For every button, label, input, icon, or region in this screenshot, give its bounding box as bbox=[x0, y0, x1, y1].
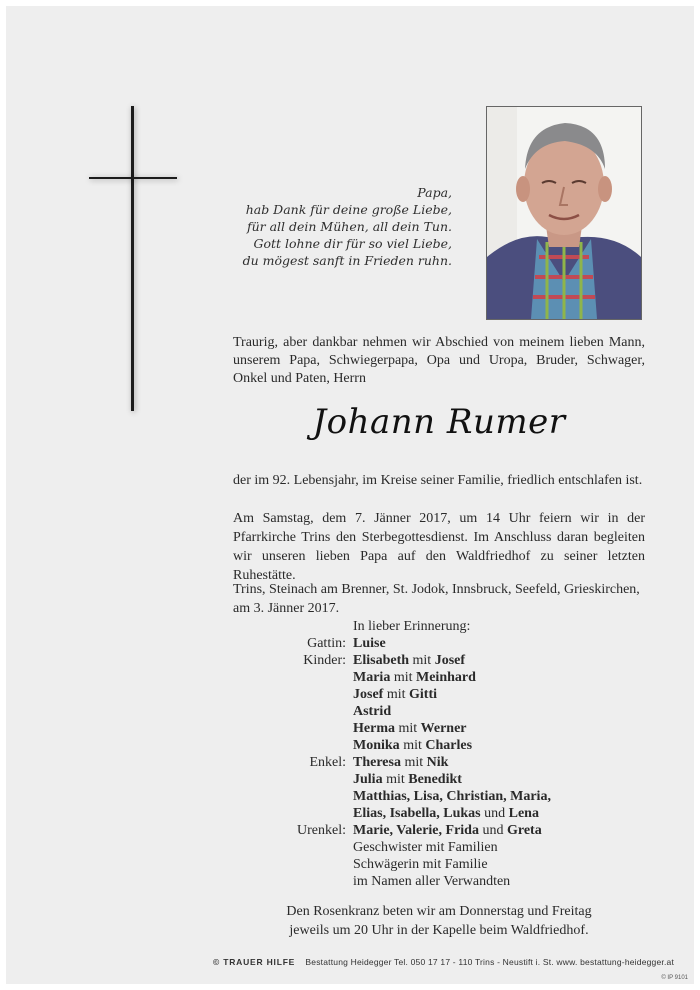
family-connector: Geschwister mit Familien bbox=[353, 840, 498, 855]
family-members bbox=[353, 822, 645, 839]
family-member-name: Lena bbox=[508, 806, 539, 821]
family-connector: mit bbox=[399, 738, 426, 753]
family-member-name: Luise bbox=[353, 636, 386, 651]
family-member-name: Herma bbox=[353, 721, 395, 736]
family-row bbox=[233, 703, 645, 720]
poem-line: Papa, bbox=[417, 185, 452, 200]
family-members bbox=[353, 652, 645, 669]
family-row bbox=[233, 754, 645, 771]
family-connector: mit bbox=[400, 755, 427, 770]
family-role bbox=[233, 805, 353, 822]
family-role bbox=[233, 737, 353, 754]
family-members bbox=[353, 805, 645, 822]
family-role bbox=[233, 788, 353, 805]
family-role: Gattin: bbox=[307, 636, 346, 651]
family-role bbox=[233, 839, 353, 856]
poem bbox=[242, 184, 452, 269]
footer bbox=[213, 956, 675, 968]
intro-text: Traurig, aber dankbar nehmen wir Abschied von meinem lieben Mann, unserem Papa, Schwiegerpapa, Opa und Uropa, Bruder, Schwager, Onkel und Paten, Herrn bbox=[233, 335, 645, 386]
family-role bbox=[233, 720, 353, 737]
family-connector: mit bbox=[394, 721, 421, 736]
poem-line: hab Dank für deine große Liebe, bbox=[245, 202, 452, 217]
family-connector: und bbox=[480, 806, 509, 821]
family-member-name: Charles bbox=[425, 738, 473, 753]
family-members bbox=[353, 839, 645, 856]
family-member-name: Gitti bbox=[409, 687, 437, 702]
passing-text: der im 92. Lebensjahr, im Kreise seiner Familie, friedlich entschlafen ist. bbox=[233, 473, 643, 488]
family-member-name: Josef bbox=[434, 653, 466, 668]
family-member-name: Matthias, Lisa, Christian, Maria, bbox=[353, 789, 551, 804]
rosary-line: Den Rosenkranz beten wir am Donnerstag und Freitag bbox=[286, 904, 592, 919]
family-connector: mit bbox=[409, 653, 435, 668]
places-date: Trins, Steinach am Brenner, St. Jodok, Innsbruck, Seefeld, Grieskirchen, am 3. Jänner 2017. bbox=[233, 582, 640, 616]
family-member-name: Julia bbox=[353, 772, 383, 787]
family-row bbox=[233, 856, 645, 873]
family-row bbox=[233, 771, 645, 788]
family-member-name: Elias, Isabella, Lukas bbox=[353, 806, 481, 821]
family-list bbox=[233, 618, 645, 890]
family-member-name: Elisabeth bbox=[353, 653, 410, 668]
portrait-photo bbox=[486, 106, 642, 320]
family-members bbox=[353, 635, 645, 652]
family-members bbox=[353, 771, 645, 788]
trauerhilfe-logo: © TRAUER HILFE bbox=[213, 957, 296, 967]
family-members bbox=[353, 856, 645, 873]
poem-line: Gott lohne dir für so viel Liebe, bbox=[253, 236, 452, 251]
family-role bbox=[233, 686, 353, 703]
family-members bbox=[353, 873, 645, 890]
footer-contact: Bestattung Heidegger Tel. 050 17 17 - 110 Trins - Neustift i. St. www. bestattung-heidegger.at bbox=[305, 957, 675, 967]
family-members bbox=[353, 669, 645, 686]
cross-icon-horizontal bbox=[89, 177, 177, 179]
family-member-name: Meinhard bbox=[416, 670, 476, 685]
family-connector: Schwägerin mit Familie bbox=[353, 857, 488, 872]
family-role bbox=[233, 703, 353, 720]
family-role: Kinder: bbox=[303, 653, 346, 668]
print-code: © IP 9101 bbox=[661, 975, 688, 981]
family-role bbox=[233, 873, 353, 890]
family-connector: mit bbox=[382, 772, 409, 787]
family-members bbox=[353, 703, 645, 720]
family-member-name: Josef bbox=[353, 687, 384, 702]
family-row bbox=[233, 788, 645, 805]
family-member-name: Nik bbox=[426, 755, 449, 770]
family-heading: In lieber Erinnerung: bbox=[353, 619, 471, 634]
family-connector: mit bbox=[383, 687, 409, 702]
family-members bbox=[353, 737, 645, 754]
family-connector: mit bbox=[390, 670, 416, 685]
rosary-line: jeweils um 20 Uhr in der Kapelle beim Waldfriedhof. bbox=[289, 923, 589, 938]
family-heading-line bbox=[233, 618, 645, 635]
family-role bbox=[233, 856, 353, 873]
family-member-name: Greta bbox=[506, 823, 542, 838]
rosary-info bbox=[233, 902, 645, 940]
family-member-name: Benedikt bbox=[408, 772, 462, 787]
family-row bbox=[233, 873, 645, 890]
family-member-name: Marie, Valerie, Frida bbox=[353, 823, 479, 838]
deceased-name: Johann Rumer bbox=[312, 402, 566, 442]
family-role bbox=[233, 771, 353, 788]
family-row bbox=[233, 805, 645, 822]
family-row bbox=[233, 720, 645, 737]
family-row bbox=[233, 669, 645, 686]
family-member-name: Theresa bbox=[353, 755, 401, 770]
family-members bbox=[353, 686, 645, 703]
family-row bbox=[233, 737, 645, 754]
family-row bbox=[233, 652, 645, 669]
funeral-info: Am Samstag, dem 7. Jänner 2017, um 14 Uhr feiern wir in der Pfarrkirche Trins den Sterbegottesdienst. Im Anschluss daran begleiten wir unseren lieben Papa auf den Waldfriedhof zu seiner letzten Ruhestätte. bbox=[233, 511, 645, 583]
family-row bbox=[233, 822, 645, 839]
family-member-name: Maria bbox=[353, 670, 391, 685]
poem-line: du mögest sanft in Frieden ruhn. bbox=[242, 253, 452, 268]
family-role: Urenkel: bbox=[297, 823, 346, 838]
family-members bbox=[353, 788, 645, 805]
family-row bbox=[233, 839, 645, 856]
obituary-card bbox=[6, 6, 694, 984]
family-members bbox=[353, 720, 645, 737]
family-connector: und bbox=[478, 823, 507, 838]
family-row bbox=[233, 635, 645, 652]
family-role bbox=[233, 669, 353, 686]
family-member-name: Monika bbox=[353, 738, 400, 753]
family-member-name: Werner bbox=[420, 721, 467, 736]
family-connector: im Namen aller Verwandten bbox=[353, 874, 511, 889]
poem-line: für all dein Mühen, all dein Tun. bbox=[246, 219, 452, 234]
family-role: Enkel: bbox=[309, 755, 346, 770]
cross-icon-vertical bbox=[131, 106, 134, 411]
family-row bbox=[233, 686, 645, 703]
family-member-name: Astrid bbox=[353, 704, 392, 719]
family-members bbox=[353, 754, 645, 771]
